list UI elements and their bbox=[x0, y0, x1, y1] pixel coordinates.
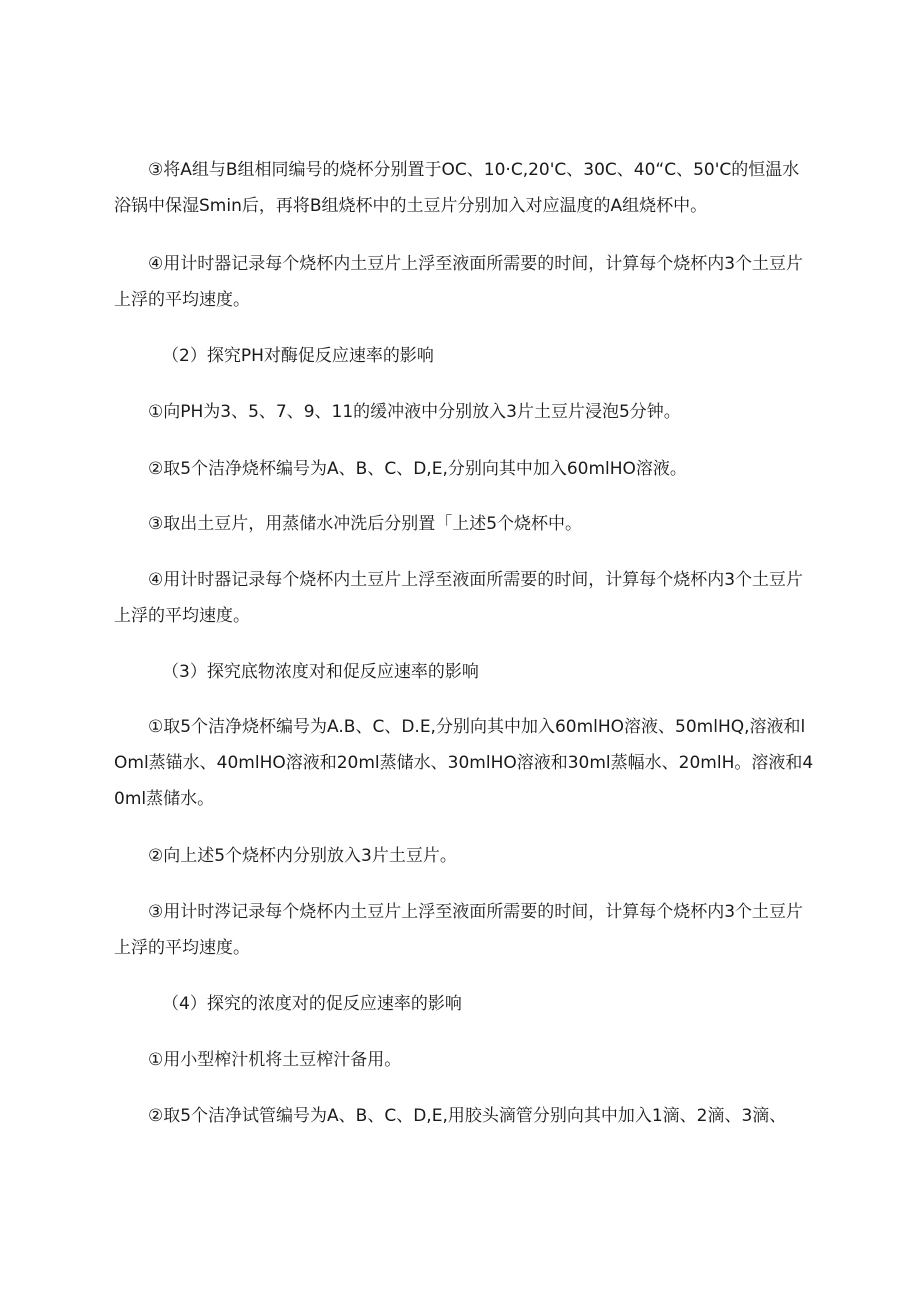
section-heading-enzyme: （4）探究的浓度对的促反应速率的影响 bbox=[162, 994, 462, 1014]
paragraph-substrate-step2: ②向上述5个烧杯内分别放入3片土豆片。 bbox=[148, 846, 457, 866]
paragraph-ph-step2: ②取5个洁净烧杯编号为A、B、C、D,E,分别向其中加入60mlHO溶液。 bbox=[148, 459, 687, 479]
paragraph-substrate-step1: ①取5个洁净烧杯编号为A.B、C、D.E,分别向其中加入60mlHO溶液、50mlHQ,溶液和lOml蒸锚水、40mlHO溶液和20ml蒸储水、30mlHO溶液和30ml蒸幅水、20mlH。溶液和40ml蒸储水。 bbox=[114, 717, 814, 809]
paragraph-substrate-step3: ③用计时涔记录每个烧杯内土豆片上浮至液面所需要的时间，计算每个烧杯内3个土豆片上浮的平均速度。 bbox=[114, 902, 804, 958]
paragraph-ph-step4: ④用计时器记录每个烧杯内土豆片上浮至液面所需要的时间，计算每个烧杯内3个土豆片上浮的平均速度。 bbox=[114, 570, 804, 626]
section-heading-ph: （2）探究PH对酶促反应速率的影响 bbox=[162, 346, 434, 366]
paragraph-ph-step1: ①向PH为3、5、7、9、11的缓冲液中分别放入3片土豆片浸泡5分钟。 bbox=[148, 402, 681, 422]
paragraph-step3-temperature: ③将A组与B组相同编号的烧杯分别置于OC、10·C,20'C、30C、40“C、50'C的恒温水浴锅中保湿Smin后，再将B组烧杯中的土豆片分别加入对应温度的A组烧杯中。 bbox=[114, 160, 800, 216]
paragraph-ph-step3: ③取出土豆片，用蒸储水冲洗后分别置「上述5个烧杯中。 bbox=[148, 514, 583, 534]
paragraph-enzyme-step1: ①用小型榨汁机将土豆榨汁备用。 bbox=[148, 1050, 402, 1070]
section-heading-substrate: （3）探究底物浓度对和促反应速率的影响 bbox=[162, 662, 479, 682]
paragraph-step4-timer: ④用计时器记录每个烧杯内土豆片上浮至液面所需要的时间，计算每个烧杯内3个土豆片上浮的平均速度。 bbox=[114, 254, 804, 310]
paragraph-enzyme-step2: ②取5个洁净试管编号为A、B、C、D,E,用胶头滴管分别向其中加入1滴、2滴、3滴、 bbox=[148, 1106, 787, 1126]
